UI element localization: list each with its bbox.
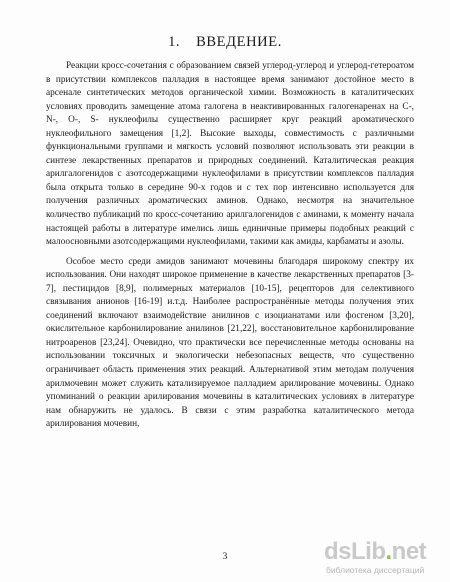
section-number: 1.	[168, 34, 181, 50]
watermark-logo-main: dsLib	[324, 538, 386, 565]
section-title: ВВЕДЕНИЕ.	[196, 34, 282, 50]
watermark-logo-tld: net	[391, 538, 427, 565]
section-heading	[0, 34, 450, 51]
page-number: 3	[222, 552, 228, 562]
watermark-subtitle: библиотека диссертаций	[326, 565, 425, 575]
watermark-logo-dot: .	[385, 538, 392, 565]
watermark-logo-text	[324, 540, 426, 564]
watermark-logo	[324, 540, 440, 576]
body-text	[46, 60, 414, 432]
paragraph-ureas: Особое место среди амидов занимают мочевины благодаря широкому спектру их использования. Они находят широкое применение в качестве лекарственных препаратов [3-7], пестицидов [8,9], полимерных материалов [10-15], рецепторов для селективного связывания анионов [16-19] и.т.д. Наиболее распространённые методы получения этих соединений включают взаимодействие анилинов с изоцианатами или фосгеном [3,20], окислительное карбонилирование анилинов [21,22], восстановительное карбонилирование нитроаренов [23,24]. Очевидно, что практически все перечисленные методы основаны на использовании токсичных и экологически небезопасных веществ, что существенно ограничивает область применения этих реакций. Альтернативой этим методам получения арилмочевин может служить катализируемое палладием арилирование мочевины. Однако упоминаний о реакции арилирования мочевины в каталитических условиях в литературе нам обнаружить не удалось. В связи с этим разработка каталитического метода арилирования мочевин,	[46, 256, 414, 430]
paragraph-intro: Реакции кросс-сочетания с образованием связей углерод-углерод и углерод-гетероатом в присутствии комплексов палладия в настоящее время занимают достойное место в арсенале синтетических методов органической химии. Возможность в каталитических условиях проводить замещение атома галогена в неактивированных галогенаренах на C-, N-, O-, S- нуклеофилы существенно расширяет круг реакций ароматического нуклеофильного замещения [1,2]. Высокие выходы, совместимость с различными функциональными группами и мягкость условий позволяют использовать эти реакции в синтезе лекарственных препаратов и природных соединений. Каталитическая реакция арилгалогенидов с азотсодержащими нуклеофилами в присутствии комплексов палладия была открыта только в середине 90-х годов и с тех пор интенсивно используется для получения различных ароматических аминов. Однако, несмотря на значительное количество публикаций по кросс-сочетанию арилгалогенидов с аминами, к моменту начала настоящей работы в литературе имелись лишь единичные примеры подобных реакций с малоосновными азотсодержащими нуклеофилами, такими как амиды, карбаматы и азолы.	[46, 61, 414, 248]
